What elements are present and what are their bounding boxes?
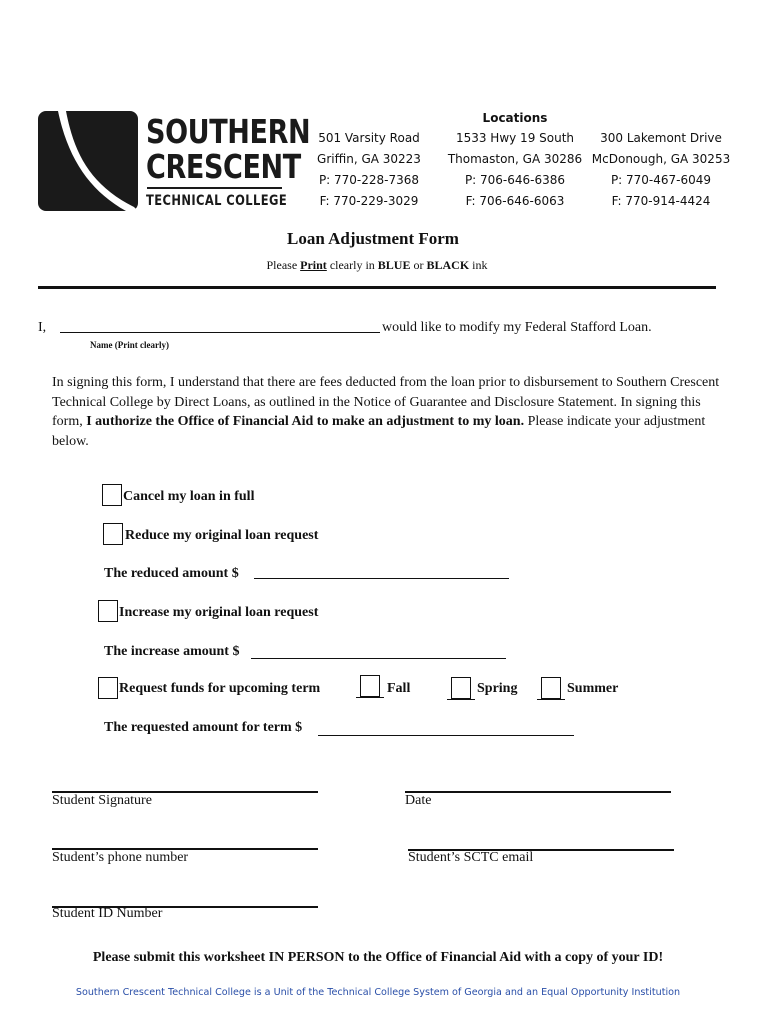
paragraph-text: In signing this form, I understand that there are fees deducted from the loan prior to disbursement to Southern Crescent Technical College by Direct Loans, as outlined in the Notice of Guarantee and Disclosure Statement. In signing this form, [52,375,720,429]
email-label: Student’s SCTC email [408,850,534,865]
phone-field[interactable] [52,834,318,850]
form-title: Loan Adjustment Form [287,229,459,248]
intro-statement: would like to modify my Federal Stafford Loan. [382,320,652,335]
location-street: 300 Lakemont Drive [600,131,722,145]
location-griffin [299,131,439,215]
student-id-label: Student ID Number [52,906,163,921]
email-field[interactable] [408,835,674,851]
authorization-paragraph [52,373,720,451]
intro-i: I, [38,320,47,335]
student-signature-label: Student Signature [52,793,152,808]
requested-amount-field[interactable] [318,721,574,736]
fall-label: Fall [387,681,411,696]
increase-amount-field[interactable] [251,644,506,659]
name-field[interactable] [60,318,380,333]
eoi-disclaimer: Southern Crescent Technical College is a Unit of the Technical College System of Georgia and an Equal Opportunity Institution [75,987,681,998]
logo-line-crescent: CRESCENT [146,147,301,186]
instruction-black: BLACK [426,258,470,272]
reduced-amount-field[interactable] [254,564,509,579]
instruction-text: ink [469,258,488,272]
increase-label: Increase my original loan request [119,605,319,620]
request-term-label: Request funds for upcoming term [119,681,321,696]
date-field[interactable] [405,777,671,793]
student-signature-field[interactable] [52,777,318,793]
increase-checkbox[interactable] [98,600,118,622]
fall-underline [356,683,384,698]
summer-underline [537,685,565,700]
location-street: 1533 Hwy 19 South [455,131,575,145]
reduced-amount-label: The reduced amount $ [104,566,239,581]
logo-line-technical-college: TECHNICAL COLLEGE [146,193,288,209]
request-term-checkbox[interactable] [98,677,118,699]
paragraph-authorization: I authorize the Office of Financial Aid to make an adjustment to my loan. [86,414,525,429]
location-street: 501 Varsity Road [318,131,420,145]
logo-line-southern: SOUTHERN [146,112,311,151]
location-city: McDonough, GA 30253 [591,152,731,166]
location-mcdonough [591,131,731,215]
location-city: Thomaston, GA 30286 [447,152,583,166]
increase-amount-label: The increase amount $ [104,644,240,659]
location-phone: P: 706-646-6386 [464,173,566,187]
header-rule [38,286,716,289]
spring-underline [447,685,475,700]
location-phone: P: 770-228-7368 [318,173,420,187]
cancel-checkbox[interactable] [102,484,122,506]
date-label: Date [405,793,432,808]
instruction-text: Please [266,258,301,272]
paragraph-text: Please indicate your adjustment below. [52,414,706,449]
name-caption: Name (Print clearly) [90,340,169,350]
summer-label: Summer [567,681,619,696]
instruction-blue: BLUE [377,258,411,272]
locations-heading: Locations [482,111,548,125]
reduce-checkbox[interactable] [103,523,123,545]
location-fax: F: 770-914-4424 [611,194,711,208]
submit-note: Please submit this worksheet IN PERSON to the Office of Financial Aid with a copy of your ID! [92,950,664,965]
spring-label: Spring [477,681,518,696]
location-city: Griffin, GA 30223 [317,152,421,166]
crescent-logo-icon [38,111,138,211]
reduce-label: Reduce my original loan request [125,528,319,543]
form-instruction [0,258,754,273]
requested-amount-label: The requested amount for term $ [104,720,303,735]
location-fax: F: 706-646-6063 [465,194,565,208]
instruction-text: clearly in [326,258,378,272]
cancel-label: Cancel my loan in full [123,489,255,504]
location-fax: F: 770-229-3029 [319,194,419,208]
logo-divider [147,187,282,189]
instruction-text: or [410,258,427,272]
instruction-print: Print [300,258,327,272]
location-thomaston [445,131,585,215]
phone-label: Student’s phone number [52,850,189,865]
location-phone: P: 770-467-6049 [610,173,712,187]
